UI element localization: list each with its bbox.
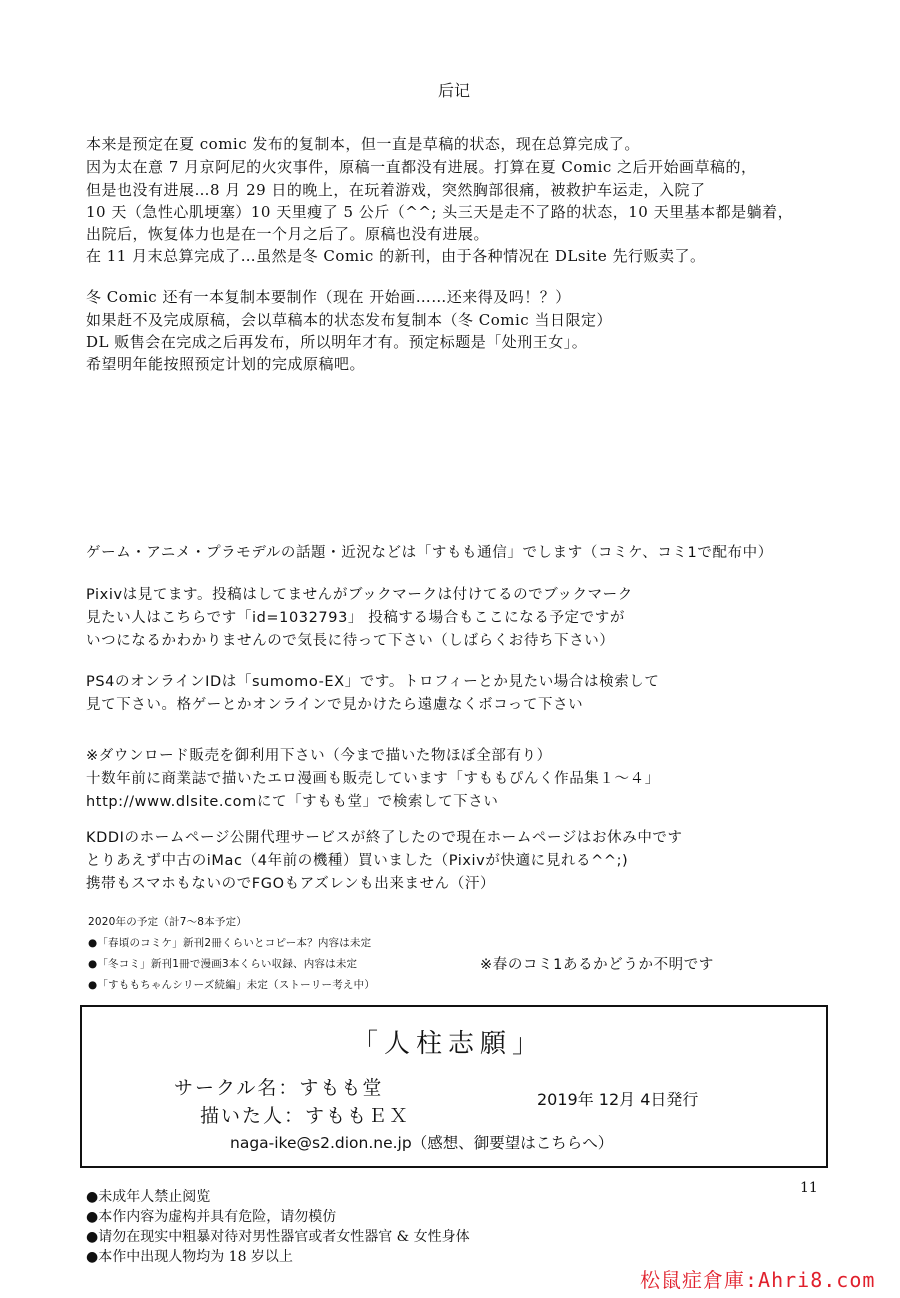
warning-line: ●请勿在现实中粗暴对待对男性器官或者女性器官 & 女性身体 — [86, 1229, 470, 1245]
afterword-line: 在 11 月末总算完成了…虽然是冬 Comic 的新刊，由于各种情况在 DLsite 先行贩卖了。 — [86, 247, 706, 265]
publish-date: 2019年 12月 4日発行 — [537, 1090, 699, 1109]
contact-email: naga-ike@s2.dion.ne.jp（感想、御要望はこちらへ） — [230, 1134, 614, 1152]
schedule-item: ●「すももちゃんシリーズ続編」未定（ストーリー考え中） — [88, 979, 376, 991]
note-line: ゲーム・アニメ・プラモデルの話題・近況などは「すもも通信」でします（コミケ、コミ1で配布中） — [86, 545, 773, 561]
afterword-line: 出院后，恢复体力也是在一个月之后了。原稿也没有进展。 — [86, 225, 490, 243]
note-line: PS4のオンラインIDは「sumomo-EX」です。トロフィーとか見たい場合は検索して — [86, 674, 660, 690]
colophon-box — [80, 1005, 828, 1168]
note-line: http://www.dlsite.comにて「すもも堂」で検索して下さい — [86, 794, 499, 810]
note-line: 十数年前に商業誌で描いたエロ漫画も販売しています「すももぴんく作品集１～４」 — [86, 771, 660, 787]
warning-line: ●未成年人禁止阅览 — [86, 1189, 211, 1205]
schedule-item: ●「春頃のコミケ」新刊2冊くらいとコピー本？内容は未定 — [88, 937, 372, 949]
plan-line: DL 贩售会在完成之后再发布，所以明年才有。预定标题是「处刑王女」。 — [86, 333, 588, 351]
note-line: KDDIのホームページ公開代理サービスが終了したので現在ホームページはお休み中です — [86, 830, 683, 846]
note-line: 見て下さい。格ゲーとかオンラインで見かけたら遠慮なくボコって下さい — [86, 697, 584, 713]
schedule-title: 2020年の予定（計7～8本予定） — [88, 916, 247, 928]
afterword-line: 但是也没有进展…8 月 29 日的晚上，在玩着游戏，突然胸部很痛，被救护车运走，入院了 — [86, 181, 706, 199]
schedule-note: ※春のコミ1あるかどうか不明です — [480, 957, 714, 973]
circle-name: サークル名：すもも堂 — [174, 1077, 384, 1099]
note-line: いつになるかわかりませんので気長に待って下さい（しばらくお待ち下さい） — [86, 633, 615, 649]
note-line: 見たい人はこちらです「id=1032793」 投稿する場合もここになる予定ですが — [86, 610, 625, 626]
note-line: とりあえず中古のiMac（4年前の機種）買いました（Pixivが快適に見れる^^;) — [86, 853, 629, 869]
plan-line: 希望明年能按照预定计划的完成原稿吧。 — [86, 355, 366, 373]
watermark: 松鼠症倉庫:Ahri8.com — [640, 1268, 876, 1292]
note-line: 携帯もスマホもないのでFGOもアズレンも出来ません（汗） — [86, 876, 496, 892]
warning-line: ●本作内容为虚构并具有危险，请勿模仿 — [86, 1209, 337, 1225]
plan-line: 如果赶不及完成原稿，会以草稿本的状态发布复制本（冬 Comic 当日限定） — [86, 311, 612, 329]
schedule-item: ●「冬コミ」新刊1冊で漫画3本くらい収録、内容は未定 — [88, 958, 358, 970]
afterword-line: 本来是预定在夏 comic 发布的复制本，但一直是草稿的状态，现在总算完成了。 — [86, 135, 640, 153]
afterword-heading: 后记 — [438, 81, 471, 100]
note-line: Pixivは見てます。投稿はしてませんがブックマークは付けてるのでブックマーク — [86, 587, 633, 603]
book-title: 「人柱志願」 — [352, 1029, 545, 1059]
warning-line: ●本作中出现人物均为 18 岁以上 — [86, 1249, 293, 1265]
artist-name: 描いた人：すももＥＸ — [200, 1105, 411, 1127]
afterword-line: 因为太在意 7 月京阿尼的火灾事件，原稿一直都没有进展。打算在夏 Comic 之后开始画草稿的， — [86, 158, 757, 176]
page-number: 11 — [800, 1180, 818, 1196]
note-line: ※ダウンロード販売を御利用下さい（今まで描いた物ほぼ全部有り） — [86, 748, 552, 764]
afterword-line: 10 天（急性心肌埂塞）10 天里瘦了 5 公斤（^^; 头三天是走不了路的状态，10 天里基本都是躺着， — [86, 203, 794, 221]
plan-line: 冬 Comic 还有一本复制本要制作（现在 开始画……还来得及吗！？） — [86, 288, 571, 306]
